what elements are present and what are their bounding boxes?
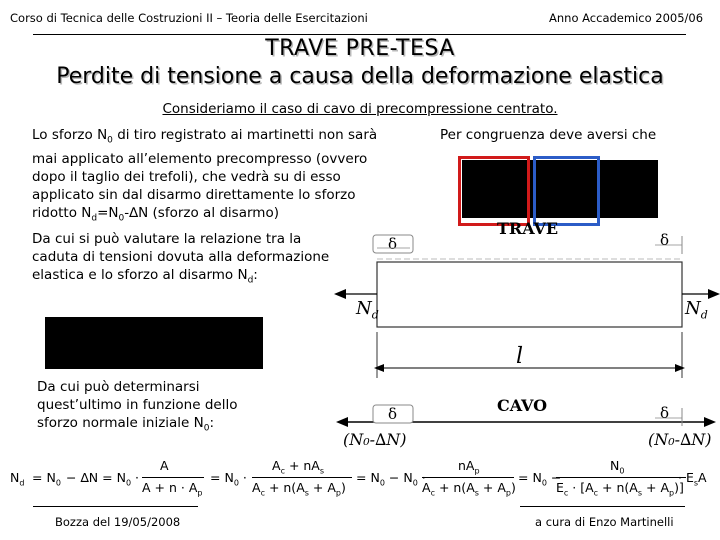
nd-left-label: $N_d$ [356, 298, 379, 322]
footer-rule-left [33, 506, 198, 507]
intro-sentence: Consideriamo il caso di cavo di precompressione centrato. [162, 101, 558, 117]
red-frame [458, 156, 530, 226]
cavo-label: CAVO [497, 396, 548, 415]
course-header: Corso di Tecnica delle Costruzioni II – Teoria delle Esercitazioni [10, 11, 368, 25]
delta-symbol-left: δ [388, 235, 398, 253]
academic-year: Anno Accademico 2005/06 [549, 11, 704, 25]
congruenza-text: Per congruenza deve aversi che [440, 127, 657, 143]
beam-rect [377, 262, 682, 327]
svg-text:δ: δ [660, 404, 670, 422]
nd-right-label: $N_d$ [685, 298, 708, 322]
formula-image-block [45, 317, 263, 369]
paragraph-sforzo: Lo sforzo $N_0$ di tiro registrato ai martinetti non sarà mai applicato all’elemento precompresso (ovvero dopo il taglio dei trefoli), che vedrà su di esso applicato sin dal disarmo direttamente lo sforzo ridotto $N_d=N_0-\Delta N$ (sforzo al disarmo) [32, 127, 378, 224]
delta-symbol-right: δ [660, 231, 670, 249]
author-credit: a cura di Enzo Martinelli [535, 515, 674, 529]
draft-date: Bozza del 19/05/2008 [55, 515, 181, 529]
slide-subtitle: Perdite di tensione a causa della deformazione elastica [56, 64, 664, 89]
cavo-force-left: (N₀-∆N) [343, 430, 407, 449]
paragraph-determinazione: Da cui può determinarsi quest’ultimo in funzione dello sforzo normale iniziale $N_0$: [37, 379, 238, 434]
length-label: l [516, 344, 524, 369]
footer-rule-right [520, 506, 685, 507]
paragraph-relazione: Da cui si può valutare la relazione tra la caduta di tensioni dovuta alla deformazione elastica e lo sforzo al disarmo $N_d$: [32, 231, 330, 286]
slide-title: TRAVE PRE-TESA [265, 36, 455, 61]
header-rule [33, 34, 686, 35]
trave-label: TRAVE [497, 219, 559, 238]
formula-row: $N_d$ = $N_0$ − $\Delta N = N_0$ · A $A + n \cdot A_p$ = $N_0$ · $A_c + nA_s$ $A_c + n(A_s + A_p)$ = $N_0 - N_0$ · $nA_p$ $A_c + n(A_s + A_p)$ = $N_0$ − $N_0$ $E_c \cdot [A_c + n(A_s + A_p)]$ · $E_sA$ [10, 458, 707, 498]
svg-text:δ: δ [388, 405, 398, 423]
cavo-force-right: (N₀-∆N) [648, 430, 712, 449]
blue-frame [533, 156, 600, 226]
